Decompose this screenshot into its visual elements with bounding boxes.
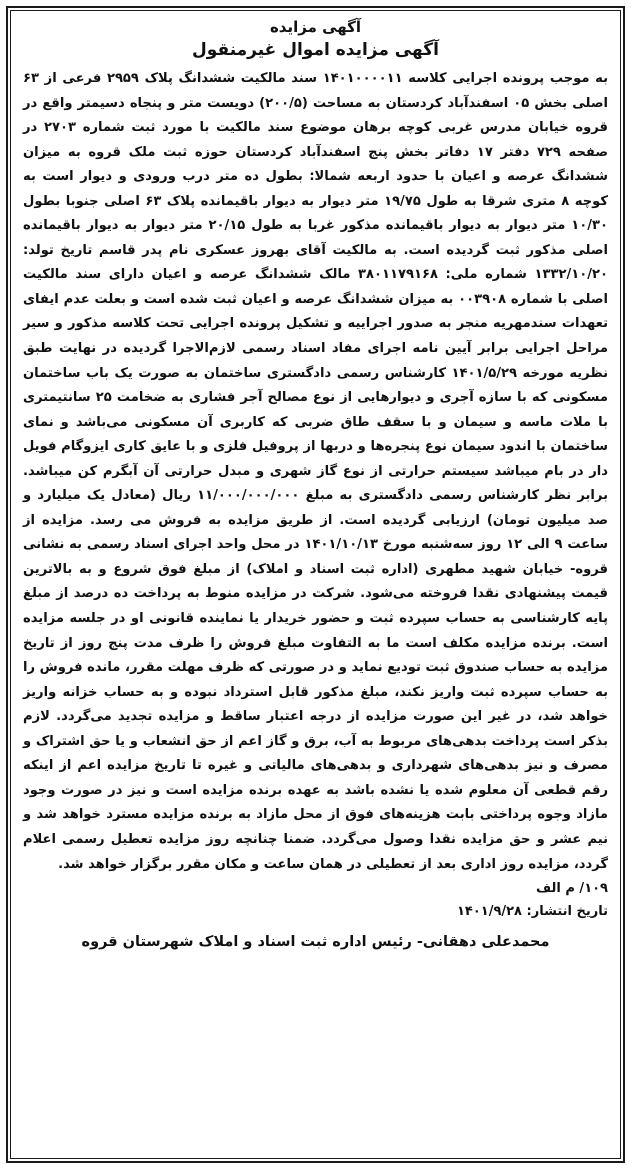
notice-small-title: آگهی مزایده — [269, 18, 362, 36]
notice-inner-border — [10, 10, 621, 1159]
notice-body: به موجب پرونده اجرایی کلاسه ۱۴۰۱۰۰۰۰۱۱ سند مالکیت ششدانگ پلاک ۲۹۵۹ فرعی از ۶۳ اصلی بخش ۰۵ اسفندآباد کردستان به مساحت (۲۰۰/۵) دویست متر و پنجاه دسیمتر واقع در قروه خیابان مدرس غربی کوچه برهان موضوع سند مالکیت با مورد ثبت شماره ۲۷۰۳ در صفحه ۷۲۹ دفتر ۱۷ دفاتر بخش پنج اسفندآباد کردستان حوزه ثبت ملک قروه به میزان ششدانگ عرصه و اعیان با حدود اربعه شمالا: بطول ده متر درب ورودی و دیوار است به کوچه ۸ متری شرقا به طول ۱۹/۷۵ متر دیوار به دیوار باقیمانده پلاک ۶۳ اصلی جنوبا بطول ۱۰/۳۰ متر دیوار به دیوار باقیمانده مذکور غربا به طول ۲۰/۱۵ متر دیوار به دیوار باقیمانده اصلی مذکور ثبت گردیده است. به مالکیت آقای بهروز عسکری نام پدر قاسم تاریخ تولد: ۱۳۳۲/۱۰/۲۰ شماره ملی: ۳۸۰۱۱۷۹۱۶۸ مالک ششدانگ عرصه و اعیان دارای سند مالکیت اصلی با شماره ۰۰۳۹۰۸ به میزان ششدانگ عرصه و اعیان ثبت شده است و بعلت عدم ایفای تعهدات سندمهریه منجر به صدور اجراییه و تشکیل پرونده اجرایی تحت کلاسه مذکور و سیر مراحل اجرایی برابر آیین نامه اجرای مفاد اسناد رسمی لازم‌الاجرا گردیده در نهایت طبق نظریه مورخه ۱۴۰۱/۵/۲۹ کارشناس رسمی دادگستری ساختمان به صورت یک باب ساختمان مسکونی که با سازه آجری و دیوارهایی از نوع مصالح آجر فشاری به ضخامت ۲۵ سانتیمتری با ملات ماسه و سیمان و با سقف طاق ضربی که کاربری آن مسکونی می‌باشد و نمای ساختمان با اندود سیمان نوع پنجره‌ها و دربها از پروفیل فلزی و با عایق کاری ایزوگام فویل دار در بام میباشد سیستم حرارتی از نوع گاز شهری و مبدل حرارتی آن آبگرم کن میباشد. برابر نظر کارشناس رسمی دادگستری به مبلغ ۱۱/۰۰۰/۰۰۰/۰۰۰ ریال (معادل یک میلیارد و صد میلیون تومان) ارزیابی گردیده است. از طریق مزایده به فروش می رسد. مزایده از ساعت ۹ الی ۱۲ روز سه‌شنبه مورخ ۱۴۰۱/۱۰/۱۳ در محل واحد اجرای اسناد رسمی به نشانی قروه- خیابان شهید مطهری (اداره ثبت اسناد و املاک) از مبلغ فوق شروع و به بالاترین قیمت پیشنهادی نقدا فروخته می‌شود. شرکت در مزایده منوط به پرداخت ده درصد از مبلغ پایه کارشناسی به حساب سپرده ثبت و حضور خریدار یا نماینده قانونی او در جلسه مزایده است. برنده مزایده مکلف است ما به التفاوت مبلغ فروش را ظرف مدت پنج روز از تاریخ مزایده به حساب صندوق ثبت تودیع نماید و در صورتی که ظرف مهلت مقرر، مانده فروش را به حساب سپرده ثبت واریز نکند، مبلغ مذکور قابل استرداد نبوده و به حساب خزانه واریز خواهد شد، در غیر این صورت مزایده از درجه اعتبار ساقط و مزایده تجدید می‌گردد. لازم بذکر است پرداخت بدهی‌های مربوط به آب، برق و گاز اعم از حق انشعاب و یا حق اشتراک و مصرف و نیز بدهی‌های شهرداری و بدهی‌های مالیاتی و غیره تا تاریخ مزایده اعم از اینکه رقم قطعی آن معلوم شده یا نشده باشد به عهده برنده مزایده است و نیز در صورت وجود مازاد وجوه پرداختی بابت هزینه‌های فوق از محل مازاد به برنده مزایده مسترد خواهد شد و نیم عشر و حق مزایده نقدا وصول می‌گردد. ضمنا چنانچه روز مزایده تعطیل رسمی اعلام گردد، مزایده روز اداری بعد از تعطیلی در همان ساعت و مکان مقرر برگزار خواهد شد. — [23, 71, 609, 872]
publish-date: تاریخ انتشار: ۱۴۰۱/۹/۲۸ — [456, 904, 608, 920]
notice-reference: ۱۰۹/ م الف — [536, 881, 608, 897]
signature-line: محمدعلی دهقانی- رئیس اداره ثبت اسناد و املاک شهرستان قروه — [81, 934, 550, 951]
notice-main-title: آگهی مزایده اموال غیرمنقول — [192, 40, 439, 60]
notice-frame — [6, 6, 625, 1163]
